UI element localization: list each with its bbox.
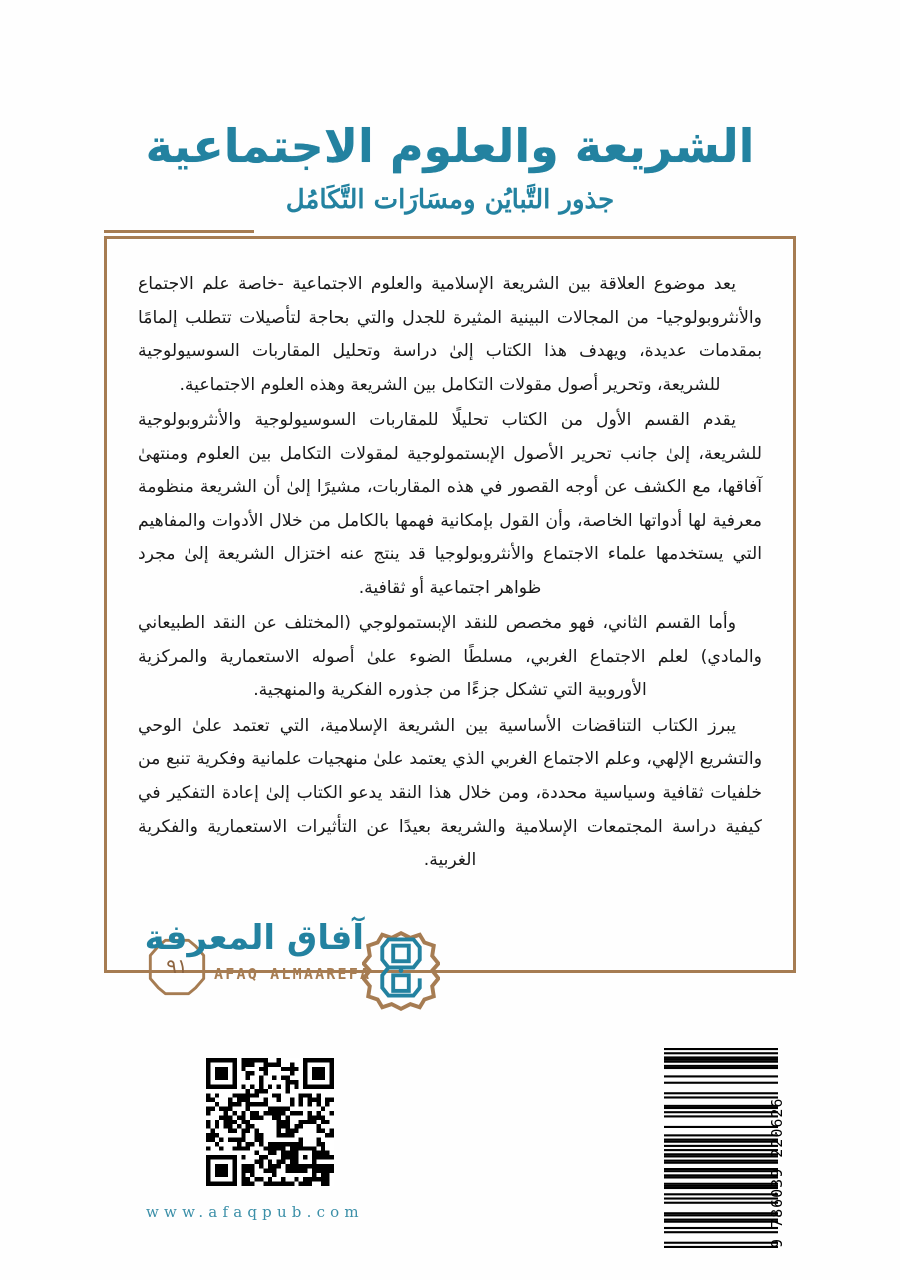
title-block bbox=[0, 118, 900, 218]
series-number: ٩١ bbox=[166, 954, 188, 978]
book-title: الشريعة والعلوم الاجتماعية bbox=[145, 119, 755, 173]
publisher-name-arabic: آفاق المعرفة bbox=[144, 918, 364, 958]
qr-code[interactable] bbox=[206, 1058, 334, 1186]
publisher-name-latin: AFAQ ALMAAREFA bbox=[214, 965, 372, 984]
publisher-emblem-icon bbox=[362, 930, 440, 1012]
isbn-number: 9 786039 220626 bbox=[768, 1097, 786, 1248]
book-subtitle: جذور التَّبايُن ومسَارَات التَّكَامُل bbox=[285, 185, 615, 216]
subtitle-rule bbox=[104, 230, 254, 233]
isbn-barcode bbox=[664, 1048, 784, 1248]
blurb-paragraph: يبرز الكتاب التناقضات الأساسية بين الشريعة الإسلامية، التي تعتمد علىٰ الوحي والتشريع الإلهي، وعلم الاجتماع الغربي الذي يعتمد علىٰ منهجيات علمانية وفكرية تنبع من خلفيات ثقافية وسياسية محددة، ومن خلال هذا النقد يدعو الكتاب إلىٰ إعادة التفكير في كيفية دراسة المجتمعات الإسلامية والشريعة بعيدًا عن التأثيرات الاستعمارية والفكرية الغربية. bbox=[138, 715, 762, 871]
blurb-paragraph: وأما القسم الثاني، فهو مخصص للنقد الإبستمولوجي (المختلف عن النقد الطبيعاني والمادي) لعلم الاجتماع الغربي، مسلطًا الضوء علىٰ أصوله الاستعمارية والمركزية الأوروبية التي تشكل جزءًا من جذوره الفكرية والمنهجية. bbox=[138, 613, 762, 701]
publisher-website: www.afaqpub.com bbox=[146, 1203, 364, 1221]
barcode-bars bbox=[664, 1048, 778, 1248]
blurb-text bbox=[104, 236, 796, 973]
blurb-paragraph: يعد موضوع العلاقة بين الشريعة الإسلامية والعلوم الاجتماعية -خاصة علم الاجتماع والأنثروبولوجيا- من المجالات البينية المثيرة للجدل والتي بحاجة لتأصيلات تتطلب إلمامًا بمقدمات عديدة، ويهدف هذا الكتاب إلىٰ دراسة وتحليل المقاربات السوسيولوجية للشريعة، وتحرير أصول مقولات التكامل بين الشريعة وهذه العلوم الاجتماعية. bbox=[138, 274, 762, 395]
blurb-paragraph: يقدم القسم الأول من الكتاب تحليلًا للمقاربات السوسيولوجية والأنثروبولوجية للشريعة، إلىٰ جانب تحرير الأصول الإبستمولوجية لمقولات التكامل بين العلوم ومنتهىٰ آفاقها، مع الكشف عن أوجه القصور في هذه المقاربات، مشيرًا إلىٰ أن الشريعة منظومة معرفية لها أدواتها الخاصة، وأن القول بإمكانية فهمها بالكامل من خلال الأدوات والمفاهيم التي يستخدمها علماء الاجتماع والأنثروبولوجيا قد ينتج عنه اختزال الشريعة إلىٰ مجرد ظواهر اجتماعية أو ثقافية. bbox=[138, 410, 762, 598]
